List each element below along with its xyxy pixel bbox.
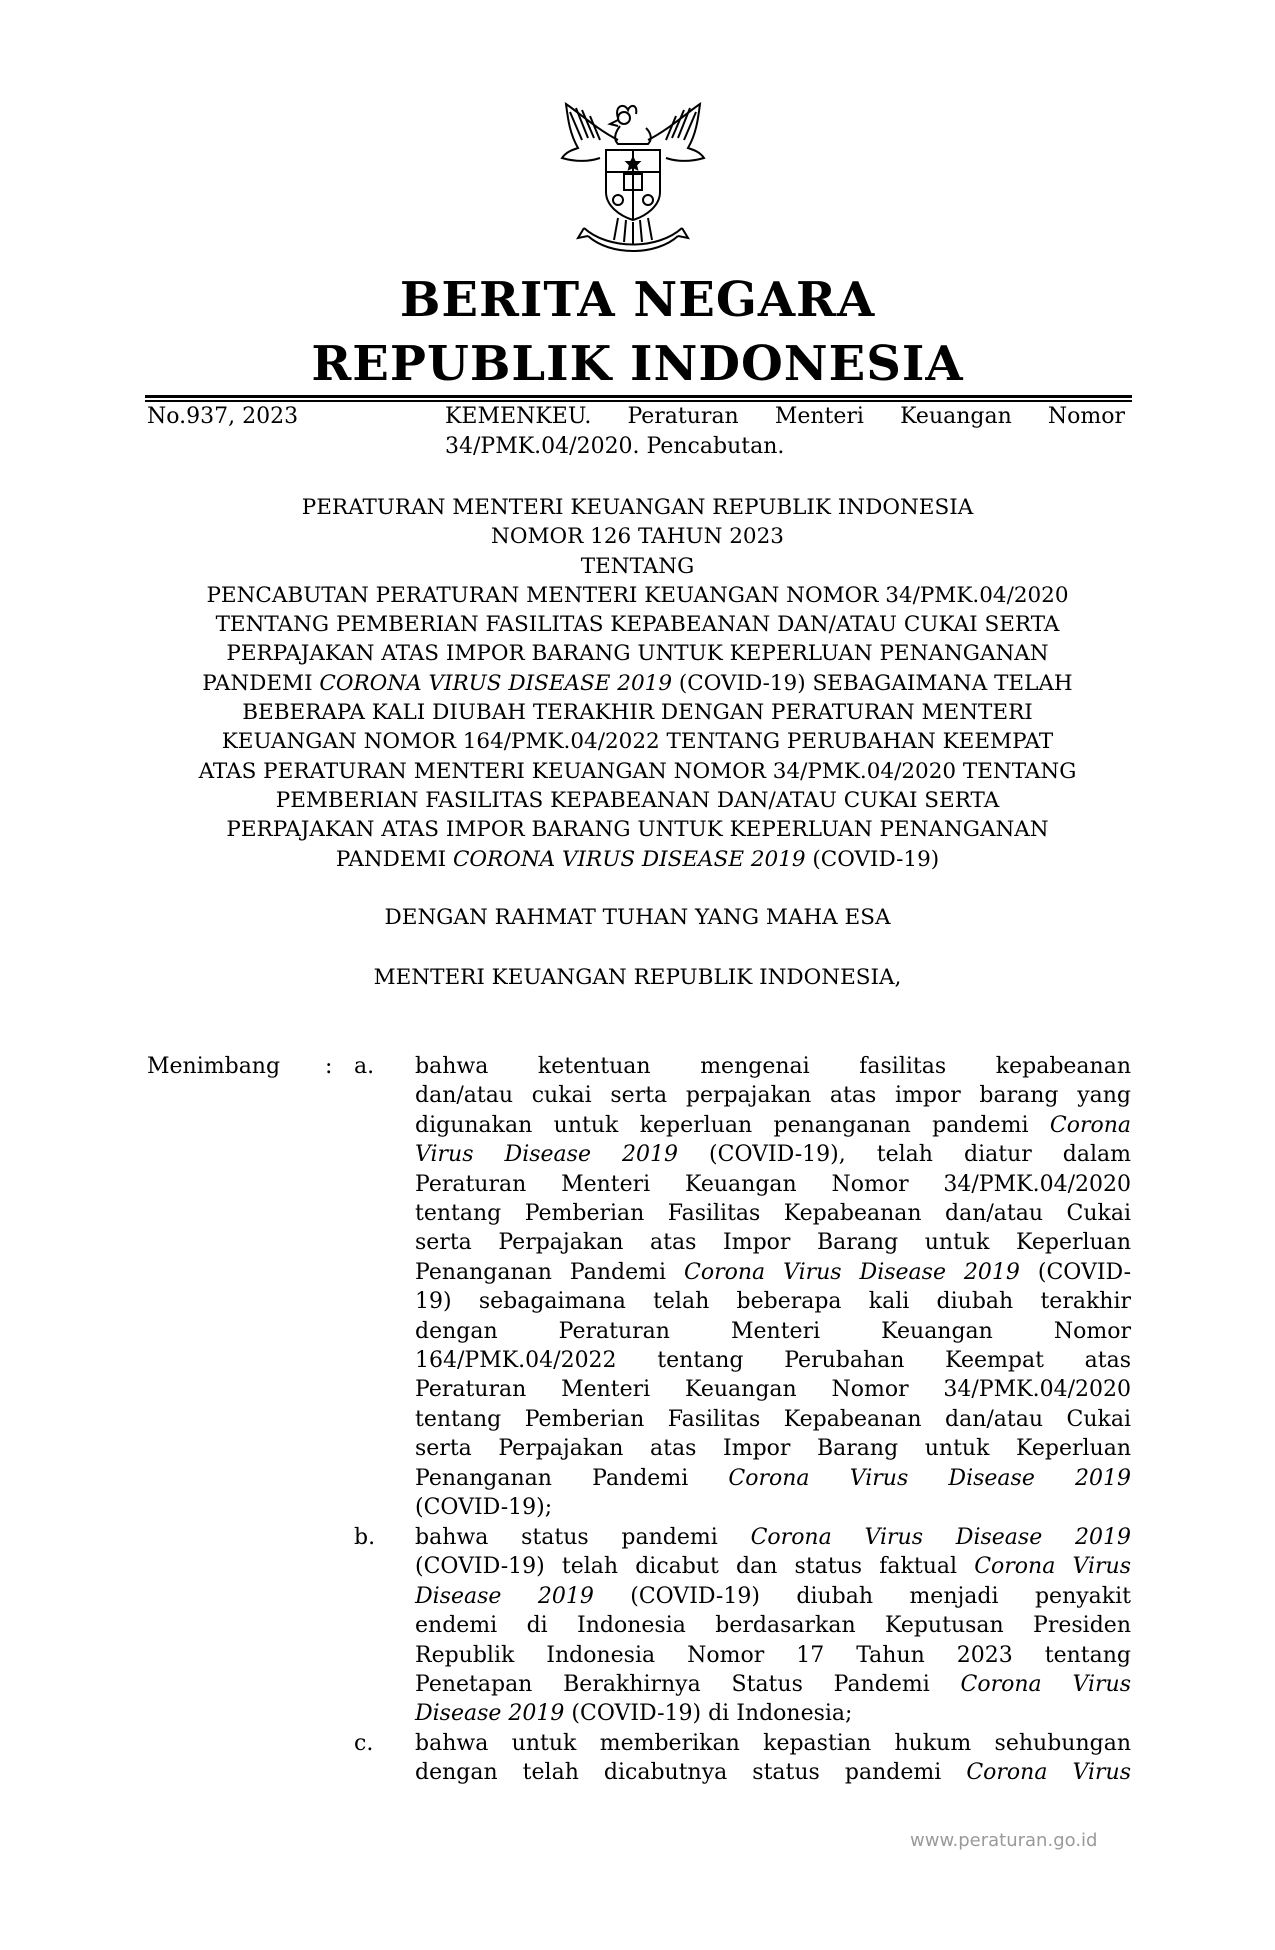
- considering-label: Menimbang: [147, 1054, 281, 1079]
- para-text: Penetapan Berakhirnya Status Pandemi: [415, 1672, 961, 1698]
- para-line: dan/atau cukai serta perpajakan atas impor barang yang: [415, 1083, 1131, 1109]
- para-text: (COVID-19) diubah menjadi penyakit: [593, 1583, 1131, 1609]
- para-line: bahwa ketentuan mengenai fasilitas kepabeanan: [415, 1054, 1131, 1079]
- para-text: (COVID-19), telah diatur dalam: [678, 1142, 1132, 1168]
- title-line: PERATURAN MENTERI KEUANGAN REPUBLIK INDONESIA: [301, 495, 974, 520]
- gazette-summary-line1: KEMENKEU. Peraturan Menteri Keuangan Nomor: [445, 404, 1125, 429]
- title-line: PERPAJAKAN ATAS IMPOR BARANG UNTUK KEPERLUAN PENANGANAN: [226, 641, 1049, 667]
- para-italic-text: Corona Virus: [960, 1672, 1131, 1698]
- item-letter: b.: [354, 1525, 376, 1550]
- para-text: bahwa status pandemi: [415, 1525, 751, 1550]
- para-line: tentang Pemberian Fasilitas Kepabeanan dan/atau Cukai: [415, 1406, 1131, 1432]
- para-line: [415, 1523, 1131, 1552]
- para-line: serta Perpajakan atas Impor Barang untuk Keperluan: [415, 1436, 1131, 1462]
- footer-url[interactable]: www.peraturan.go.id: [910, 1830, 1098, 1851]
- title-italic-text: CORONA VIRUS DISEASE 2019: [319, 670, 673, 696]
- para-italic-text: Disease 2019: [415, 1701, 565, 1727]
- para-italic-text: Disease 2019: [415, 1583, 594, 1609]
- para-line: [415, 1699, 1131, 1728]
- considering-item-b: [415, 1523, 1131, 1729]
- item-letter: c.: [354, 1731, 374, 1756]
- title-line: TENTANG PEMBERIAN FASILITAS KEPABEANAN DAN/ATAU CUKAI SERTA: [215, 612, 1060, 638]
- regulation-title: [130, 493, 1145, 874]
- gazette-number: No.937, 2023: [147, 404, 299, 429]
- considering-item-a: [415, 1052, 1131, 1523]
- gazette-summary-line2: 34/PMK.04/2020. Pencabutan.: [445, 434, 785, 459]
- para-italic-text: Corona Virus Disease 2019: [683, 1259, 1020, 1285]
- para-line: [415, 1670, 1131, 1699]
- para-line: (COVID-19);: [415, 1495, 553, 1521]
- title-line: [130, 845, 1145, 874]
- para-italic-text: Virus Disease 2019: [415, 1142, 678, 1168]
- title-text: PANDEMI: [335, 846, 453, 872]
- title-line: BEBERAPA KALI DIUBAH TERAKHIR DENGAN PERATURAN MENTERI: [242, 700, 1033, 726]
- title-line: NOMOR 126 TAHUN 2023: [491, 524, 784, 550]
- para-text: (COVID-19) telah dicabut dan status faktual: [415, 1554, 975, 1580]
- para-italic-text: Corona Virus: [966, 1760, 1131, 1786]
- title-line: [130, 669, 1145, 698]
- para-line: dengan Peraturan Menteri Keuangan Nomor: [415, 1318, 1131, 1344]
- header-rule-thick: [145, 395, 1132, 398]
- para-line: bahwa untuk memberikan kepastian hukum sehubungan: [415, 1731, 1131, 1756]
- para-line: [415, 1758, 1131, 1787]
- title-line: KEUANGAN NOMOR 164/PMK.04/2022 TENTANG PERUBAHAN KEEMPAT: [221, 729, 1054, 755]
- title-line: PENCABUTAN PERATURAN MENTERI KEUANGAN NOMOR 34/PMK.04/2020: [206, 582, 1069, 608]
- para-line: Peraturan Menteri Keuangan Nomor 34/PMK.04/2020: [415, 1377, 1131, 1403]
- para-line: [415, 1464, 1131, 1493]
- title-text: (COVID-19) SEBAGAIMANA TELAH: [672, 670, 1073, 696]
- masthead-subtitle: REPUBLIK INDONESIA: [311, 336, 964, 392]
- para-line: 164/PMK.04/2022 tentang Perubahan Keempat atas: [415, 1348, 1131, 1374]
- title-line: ATAS PERATURAN MENTERI KEUANGAN NOMOR 34/PMK.04/2020 TENTANG: [198, 758, 1077, 784]
- para-text: Penanganan Pandemi: [415, 1259, 684, 1285]
- authority: MENTERI KEUANGAN REPUBLIK INDONESIA,: [373, 965, 902, 990]
- para-text: digunakan untuk keperluan penanganan pandemi: [415, 1112, 1050, 1138]
- title-text: (COVID-19): [805, 846, 940, 872]
- para-text: (COVID-19) di Indonesia;: [564, 1701, 853, 1727]
- considering-item-c: [415, 1729, 1131, 1788]
- para-line: endemi di Indonesia berdasarkan Keputusan Presiden: [415, 1613, 1131, 1639]
- para-line: Republik Indonesia Nomor 17 Tahun 2023 tentang: [415, 1642, 1131, 1668]
- title-text: PANDEMI: [202, 670, 320, 696]
- para-text: Penanganan Pandemi: [415, 1465, 729, 1491]
- para-italic-text: Corona Virus Disease 2019: [728, 1465, 1132, 1491]
- para-text: (COVID-: [1019, 1259, 1132, 1285]
- para-line: Peraturan Menteri Keuangan Nomor 34/PMK.04/2020: [415, 1171, 1131, 1197]
- para-line: [415, 1582, 1131, 1611]
- title-line: PERPAJAKAN ATAS IMPOR BARANG UNTUK KEPERLUAN PENANGANAN: [226, 817, 1049, 843]
- para-text: dengan telah dicabutnya status pandemi: [415, 1760, 967, 1786]
- para-line: tentang Pemberian Fasilitas Kepabeanan dan/atau Cukai: [415, 1201, 1131, 1227]
- para-line: [415, 1552, 1131, 1581]
- para-line: [415, 1140, 1131, 1169]
- para-italic-text: Corona: [1049, 1112, 1131, 1138]
- para-line: 19) sebagaimana telah beberapa kali diubah terakhir: [415, 1289, 1131, 1315]
- title-line: PEMBERIAN FASILITAS KEPABEANAN DAN/ATAU CUKAI SERTA: [275, 787, 1000, 813]
- para-line: [415, 1111, 1131, 1140]
- title-italic-text: CORONA VIRUS DISEASE 2019: [452, 846, 806, 872]
- item-letter: a.: [354, 1054, 375, 1079]
- masthead-title: BERITA NEGARA: [399, 272, 876, 328]
- invocation: DENGAN RAHMAT TUHAN YANG MAHA ESA: [384, 905, 891, 930]
- para-italic-text: Corona Virus: [974, 1554, 1131, 1580]
- para-line: [415, 1258, 1131, 1287]
- garuda-emblem-icon: [548, 100, 718, 260]
- title-line: TENTANG: [580, 553, 695, 579]
- para-italic-text: Corona Virus Disease 2019: [750, 1525, 1131, 1550]
- considering-colon: :: [325, 1054, 333, 1079]
- para-line: serta Perpajakan atas Impor Barang untuk Keperluan: [415, 1230, 1131, 1256]
